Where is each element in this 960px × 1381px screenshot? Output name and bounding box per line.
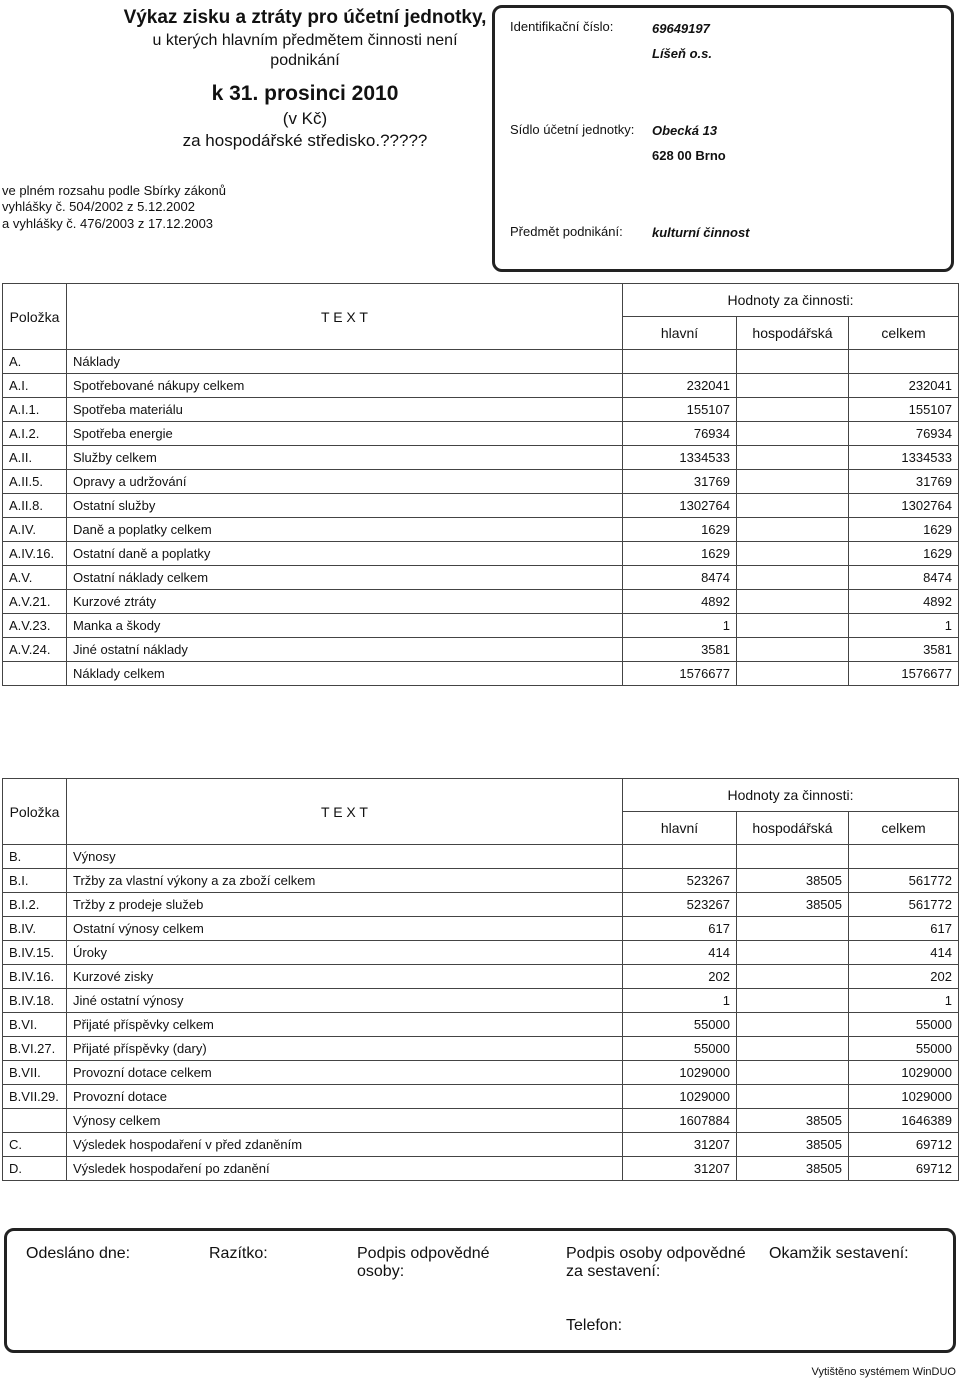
seat-label: Sídlo účetní jednotky: [510, 122, 635, 137]
row-text: Úroky [67, 941, 623, 965]
table-row [3, 350, 959, 374]
row-value-economic [737, 1013, 849, 1037]
row-value-economic [737, 542, 849, 566]
row-value-main: 8474 [623, 566, 737, 590]
row-text: Spotřebované nákupy celkem [67, 374, 623, 398]
row-value-total: 55000 [849, 1037, 959, 1061]
row-value-main: 1302764 [623, 494, 737, 518]
row-text: Ostatní výnosy celkem [67, 917, 623, 941]
responsible-signature-label [357, 1245, 490, 1282]
table-row [3, 1013, 959, 1037]
report-title: Výkaz zisku a ztráty pro účetní jednotky, [123, 7, 487, 28]
row-value-main: 1 [623, 989, 737, 1013]
row-value-total: 1029000 [849, 1061, 959, 1085]
row-text: Náklady celkem [67, 662, 623, 686]
row-text: Jiné ostatní výnosy [67, 989, 623, 1013]
row-value-main [623, 845, 737, 869]
table-row [3, 917, 959, 941]
row-value-main: 617 [623, 917, 737, 941]
row-value-economic [737, 374, 849, 398]
row-text: Přijaté příspěvky (dary) [67, 1037, 623, 1061]
row-code: B. [3, 845, 67, 869]
row-text: Služby celkem [67, 446, 623, 470]
row-code: B.I.2. [3, 893, 67, 917]
table-row [3, 446, 959, 470]
row-code: B.IV.18. [3, 989, 67, 1013]
row-text: Ostatní náklady celkem [67, 566, 623, 590]
table-row [3, 470, 959, 494]
row-value-economic [737, 422, 849, 446]
row-code: C. [3, 1133, 67, 1157]
table-row [3, 614, 959, 638]
row-value-total: 202 [849, 965, 959, 989]
row-value-main: 1029000 [623, 1085, 737, 1109]
row-code: A.IV. [3, 518, 67, 542]
row-text: Spotřeba materiálu [67, 398, 623, 422]
row-value-economic [737, 965, 849, 989]
row-value-main: 31207 [623, 1133, 737, 1157]
row-code: B.I. [3, 869, 67, 893]
row-value-total: 1 [849, 989, 959, 1013]
row-text: Jiné ostatní náklady [67, 638, 623, 662]
compiler-line: Podpis osoby odpovědné [566, 1245, 746, 1262]
table-row [3, 542, 959, 566]
row-value-economic [737, 446, 849, 470]
row-value-total: 1029000 [849, 1085, 959, 1109]
row-code: A.I.2. [3, 422, 67, 446]
sent-date-label: Odesláno dne: [26, 1245, 131, 1262]
row-code [3, 1109, 67, 1133]
row-text: Výnosy celkem [67, 1109, 623, 1133]
column-header-item: Položka [3, 284, 67, 350]
legal-basis [2, 183, 226, 232]
row-value-economic: 38505 [737, 1133, 849, 1157]
seat-street: Obecká 13 [652, 123, 718, 138]
row-value-total: 1576677 [849, 662, 959, 686]
row-text: Daně a poplatky celkem [67, 518, 623, 542]
row-value-economic [737, 989, 849, 1013]
row-value-economic: 38505 [737, 1109, 849, 1133]
row-value-main: 76934 [623, 422, 737, 446]
row-text: Přijaté příspěvky celkem [67, 1013, 623, 1037]
phone-label: Telefon: [566, 1317, 623, 1334]
row-code: B.IV.15. [3, 941, 67, 965]
row-value-economic [737, 566, 849, 590]
row-value-main: 155107 [623, 398, 737, 422]
column-header-text: T E X T [67, 284, 623, 350]
row-text: Manka a škody [67, 614, 623, 638]
row-value-total: 155107 [849, 398, 959, 422]
table-row [3, 1133, 959, 1157]
row-value-total: 3581 [849, 638, 959, 662]
column-header-economic: hospodářská [737, 812, 849, 845]
row-value-economic: 38505 [737, 869, 849, 893]
row-code: B.VII.29. [3, 1085, 67, 1109]
row-value-total: 561772 [849, 893, 959, 917]
row-value-main: 1629 [623, 542, 737, 566]
column-header-item: Položka [3, 779, 67, 845]
table-row [3, 374, 959, 398]
column-header-values: Hodnoty za činnosti: [623, 779, 959, 812]
table-row [3, 518, 959, 542]
table-row [3, 941, 959, 965]
table-row [3, 1061, 959, 1085]
row-code: A.V.23. [3, 614, 67, 638]
row-value-economic [737, 470, 849, 494]
row-code: A.IV.16. [3, 542, 67, 566]
row-value-economic [737, 1061, 849, 1085]
row-text: Spotřeba energie [67, 422, 623, 446]
subject-value: kulturní činnost [652, 225, 750, 240]
row-value-economic [737, 1037, 849, 1061]
row-value-total: 1302764 [849, 494, 959, 518]
row-value-total: 617 [849, 917, 959, 941]
row-value-total: 232041 [849, 374, 959, 398]
row-value-total: 1629 [849, 518, 959, 542]
row-value-economic [737, 614, 849, 638]
row-value-total: 561772 [849, 869, 959, 893]
row-value-main: 1576677 [623, 662, 737, 686]
row-value-economic [737, 590, 849, 614]
row-value-total [849, 845, 959, 869]
row-value-main: 31769 [623, 470, 737, 494]
printed-by-footer: Vytištěno systémem WinDUO [811, 1366, 956, 1378]
row-text: Kurzové zisky [67, 965, 623, 989]
row-code: B.VI.27. [3, 1037, 67, 1061]
row-value-economic [737, 662, 849, 686]
row-code: A.V.24. [3, 638, 67, 662]
table-row [3, 1109, 959, 1133]
table-row [3, 989, 959, 1013]
row-text: Ostatní služby [67, 494, 623, 518]
row-value-main: 55000 [623, 1013, 737, 1037]
row-code: A. [3, 350, 67, 374]
row-code: A.I. [3, 374, 67, 398]
row-value-economic [737, 518, 849, 542]
row-value-economic [737, 917, 849, 941]
responsible-line: Podpis odpovědné [357, 1245, 490, 1262]
row-code: A.II. [3, 446, 67, 470]
table-header-row [3, 779, 959, 812]
row-value-main [623, 350, 737, 374]
stamp-label: Razítko: [209, 1245, 268, 1262]
column-header-main: hlavní [623, 812, 737, 845]
table-row [3, 1085, 959, 1109]
row-text: Výsledek hospodaření v před zdaněním [67, 1133, 623, 1157]
row-code: A.I.1. [3, 398, 67, 422]
table-row [3, 398, 959, 422]
row-value-economic [737, 1085, 849, 1109]
row-text: Výnosy [67, 845, 623, 869]
legal-line: a vyhlášky č. 476/2003 z 17.12.2003 [2, 215, 214, 231]
row-value-economic: 38505 [737, 1157, 849, 1181]
report-date: k 31. prosinci 2010 [211, 82, 399, 106]
row-value-total: 1334533 [849, 446, 959, 470]
row-value-main: 55000 [623, 1037, 737, 1061]
table-row [3, 965, 959, 989]
row-text: Provozní dotace [67, 1085, 623, 1109]
column-header-values: Hodnoty za činnosti: [623, 284, 959, 317]
table-row [3, 566, 959, 590]
row-value-economic [737, 398, 849, 422]
seat-city: 628 00 Brno [652, 148, 726, 163]
table-row [3, 869, 959, 893]
row-value-total [849, 350, 959, 374]
row-code: A.II.5. [3, 470, 67, 494]
row-value-total: 414 [849, 941, 959, 965]
id-value: 69649197 [652, 21, 710, 36]
row-code [3, 662, 67, 686]
compiler-signature-label [566, 1245, 746, 1282]
row-value-main: 3581 [623, 638, 737, 662]
row-value-main: 31207 [623, 1157, 737, 1181]
row-code: A.II.8. [3, 494, 67, 518]
table-row [3, 638, 959, 662]
row-text: Náklady [67, 350, 623, 374]
report-title-block [120, 6, 490, 152]
report-center: za hospodářské středisko.????? [182, 130, 428, 150]
column-header-total: celkem [849, 317, 959, 350]
report-unit: (v Kč) [282, 108, 328, 128]
row-code: B.VI. [3, 1013, 67, 1037]
row-value-main: 202 [623, 965, 737, 989]
row-value-economic [737, 845, 849, 869]
legal-line: vyhlášky č. 504/2002 z 5.12.2002 [2, 199, 195, 215]
row-value-main: 232041 [623, 374, 737, 398]
row-value-total: 4892 [849, 590, 959, 614]
row-text: Provozní dotace celkem [67, 1061, 623, 1085]
row-value-economic [737, 350, 849, 374]
row-value-total: 8474 [849, 566, 959, 590]
row-value-main: 1334533 [623, 446, 737, 470]
row-value-total: 76934 [849, 422, 959, 446]
row-code: B.IV. [3, 917, 67, 941]
row-value-total: 31769 [849, 470, 959, 494]
compile-moment-label: Okamžik sestavení: [769, 1245, 909, 1262]
row-value-main: 414 [623, 941, 737, 965]
row-value-economic [737, 638, 849, 662]
table-row [3, 845, 959, 869]
revenues-table [2, 778, 959, 1181]
organization-name: Líšeň o.s. [652, 46, 712, 61]
row-code: B.IV.16. [3, 965, 67, 989]
legal-line: ve plném rozsahu podle Sbírky zákonů [2, 183, 227, 198]
column-header-total: celkem [849, 812, 959, 845]
table-row [3, 1037, 959, 1061]
row-value-main: 523267 [623, 869, 737, 893]
compiler-line: za sestavení: [566, 1263, 661, 1281]
row-text: Tržby z prodeje služeb [67, 893, 623, 917]
row-value-economic [737, 941, 849, 965]
table-row [3, 893, 959, 917]
row-value-total: 1646389 [849, 1109, 959, 1133]
row-value-total: 69712 [849, 1133, 959, 1157]
row-value-total: 69712 [849, 1157, 959, 1181]
row-value-total: 1 [849, 614, 959, 638]
row-text: Kurzové ztráty [67, 590, 623, 614]
table-row [3, 494, 959, 518]
row-value-main: 1 [623, 614, 737, 638]
costs-table [2, 283, 959, 686]
column-header-economic: hospodářská [737, 317, 849, 350]
row-value-total: 55000 [849, 1013, 959, 1037]
table-row [3, 662, 959, 686]
row-value-main: 1629 [623, 518, 737, 542]
row-code: B.VII. [3, 1061, 67, 1085]
row-text: Tržby za vlastní výkony a za zboží celkem [67, 869, 623, 893]
row-text: Výsledek hospodaření po zdanění [67, 1157, 623, 1181]
subject-label: Předmět podnikání: [510, 224, 623, 239]
column-header-main: hlavní [623, 317, 737, 350]
id-label: Identifikační číslo: [510, 19, 614, 34]
row-value-economic: 38505 [737, 893, 849, 917]
table-row [3, 1157, 959, 1181]
row-value-economic [737, 494, 849, 518]
row-code: A.V.21. [3, 590, 67, 614]
row-code: A.V. [3, 566, 67, 590]
table-header-row [3, 284, 959, 317]
row-code: D. [3, 1157, 67, 1181]
row-value-main: 1029000 [623, 1061, 737, 1085]
row-text: Ostatní daně a poplatky [67, 542, 623, 566]
table-row [3, 590, 959, 614]
row-text: Opravy a udržování [67, 470, 623, 494]
responsible-line: osoby: [357, 1263, 405, 1281]
row-value-total: 1629 [849, 542, 959, 566]
row-value-main: 4892 [623, 590, 737, 614]
report-subtitle: u kterých hlavním předmětem činnosti není podnikání [152, 31, 458, 70]
column-header-text: T E X T [67, 779, 623, 845]
row-value-main: 523267 [623, 893, 737, 917]
row-value-main: 1607884 [623, 1109, 737, 1133]
table-row [3, 422, 959, 446]
